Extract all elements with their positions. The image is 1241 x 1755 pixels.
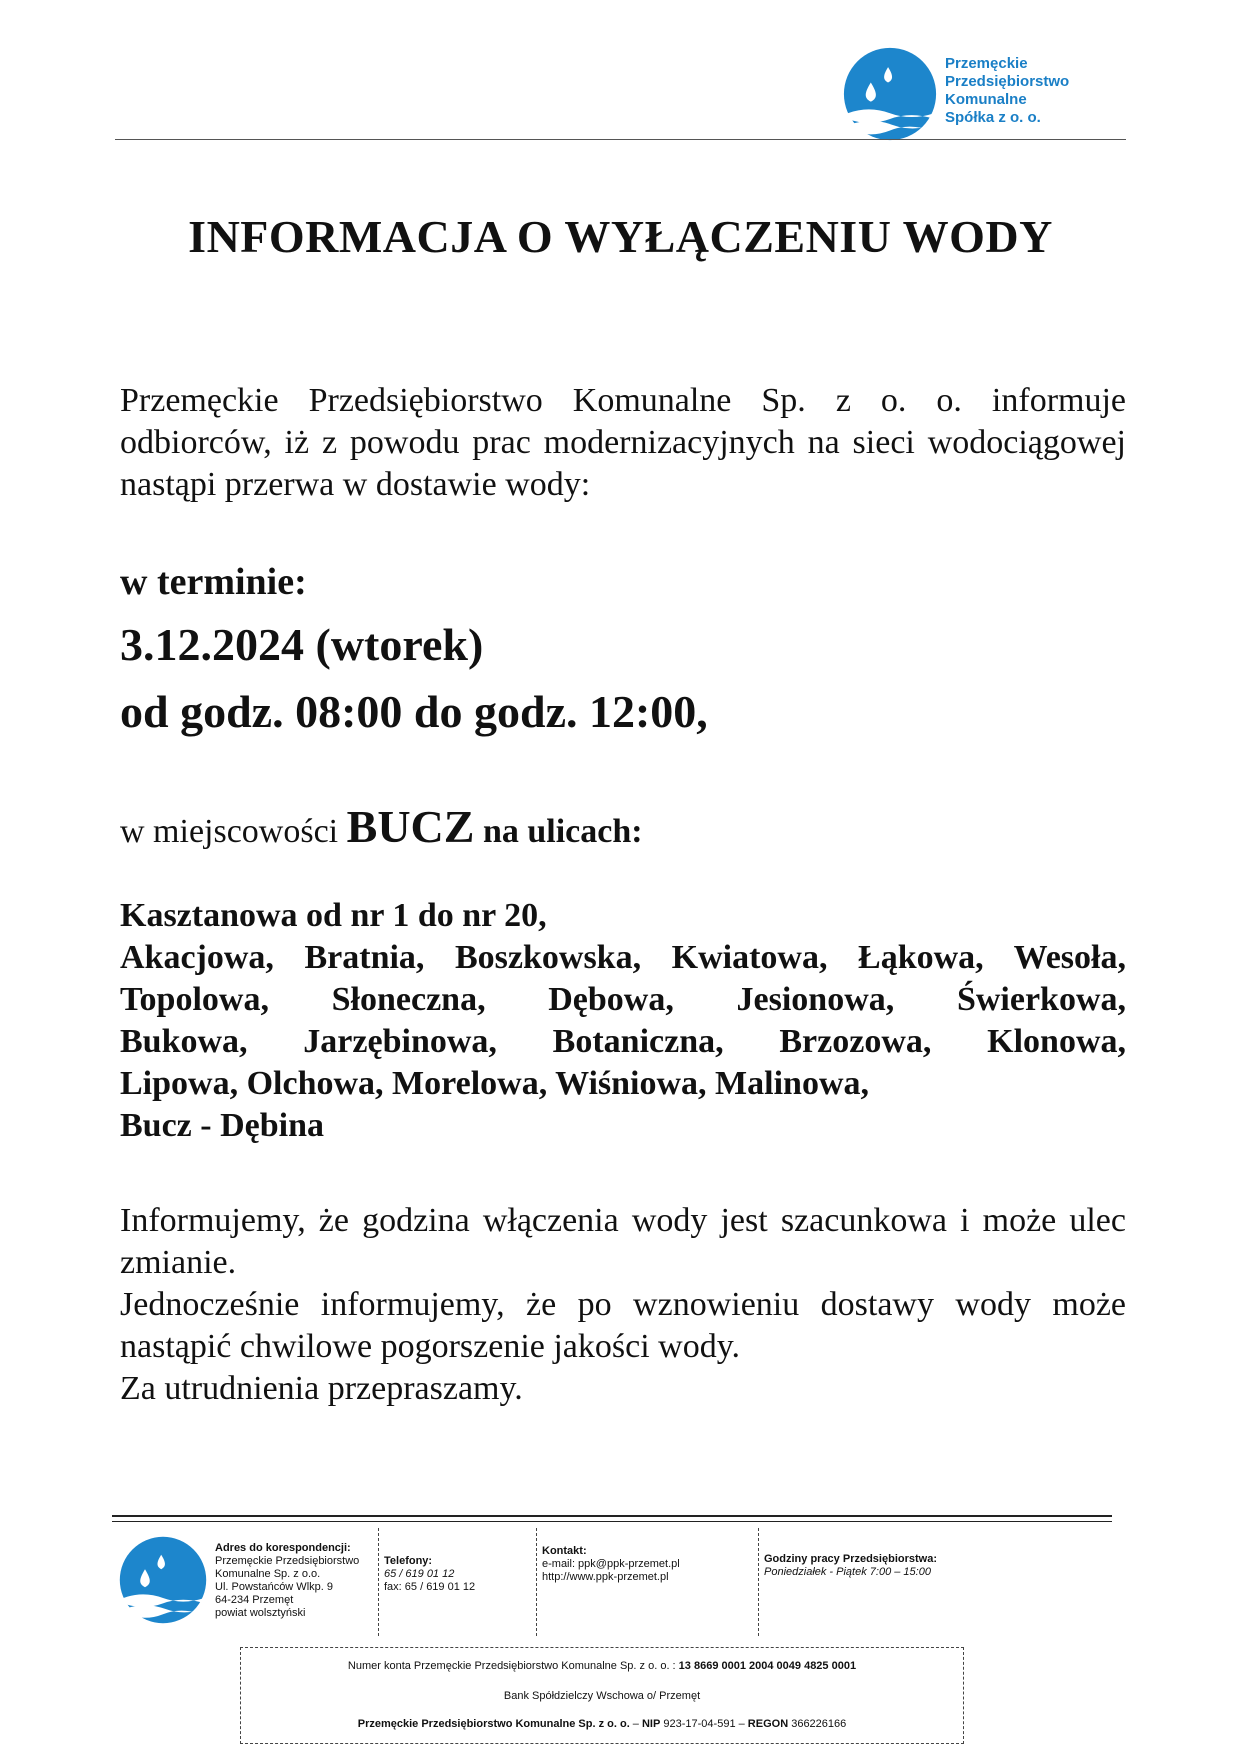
footer-contact — [542, 1545, 680, 1584]
regon-label: REGON — [747, 1718, 789, 1730]
company-line: Spółka z o. o. — [945, 109, 1041, 126]
company-registration-line: Przemęckie Przedsiębiorstwo Komunalne Sp. z o. o. – NIP 923-17-04-591 – REGON 366226166 — [357, 1718, 847, 1730]
contact-email[interactable]: e-mail: ppk@ppk-przemet.pl — [542, 1558, 680, 1570]
street-line: Lipowa, Olchowa, Morelowa, Wiśniowa, Malinowa, — [120, 1065, 869, 1102]
account-label: Numer konta Przemęckie Przedsiębiorstwo Komunalne Sp. z o. o. : — [347, 1660, 676, 1672]
schedule-time: od godz. 08:00 do godz. 12:00, — [120, 686, 708, 737]
phone-number: 65 / 619 01 12 — [384, 1568, 455, 1580]
location-suffix: na ulicach: — [482, 813, 643, 850]
nip-value: 923-17-04-591 — [663, 1718, 736, 1730]
hours-text: Poniedziałek - Piątek 7:00 – 15:00 — [764, 1566, 931, 1578]
street-list — [120, 895, 1126, 1147]
schedule-label: w terminie: — [120, 561, 307, 603]
location-line — [120, 800, 643, 853]
water-drop-wave-logo-icon — [842, 46, 938, 142]
location-town: BUCZ — [346, 801, 475, 852]
footer-hours — [764, 1553, 937, 1579]
company-line: Przemęckie — [945, 55, 1028, 72]
address-line: 64-234 Przemęt — [215, 1594, 294, 1606]
contact-heading: Kontakt: — [542, 1545, 587, 1557]
nip-label: NIP — [641, 1718, 661, 1730]
footer-phones — [384, 1555, 475, 1594]
closing-line: Informujemy, że godzina włączenia wody jest szacunkowa i może ulec zmianie. — [120, 1202, 1126, 1281]
address-line: Komunalne Sp. z o.o. — [215, 1568, 321, 1580]
schedule-date: 3.12.2024 (wtorek) — [120, 619, 484, 670]
bank-name: Bank Spółdzielczy Wschowa o/ Przemęt — [503, 1690, 701, 1702]
closing-notes — [120, 1200, 1126, 1410]
street-line: Kasztanowa od nr 1 do nr 20, — [120, 897, 547, 934]
header-divider — [115, 139, 1126, 140]
page-title: INFORMACJA O WYŁĄCZENIU WODY — [188, 211, 1053, 262]
footer-divider — [112, 1521, 1112, 1522]
bank-account-line — [241, 1660, 963, 1672]
account-number: 13 8669 0001 2004 0049 4825 0001 — [678, 1660, 857, 1672]
address-line: Przemęckie Przedsiębiorstwo — [215, 1555, 360, 1567]
location-prefix: w miejscowości — [120, 813, 339, 850]
company-line: Przedsiębiorstwo — [945, 73, 1070, 90]
hours-heading: Godziny pracy Przedsiębiorstwa: — [764, 1553, 937, 1565]
footer-column-separator — [378, 1528, 379, 1636]
closing-line: Jednocześnie informujemy, że po wznowieniu dostawy wody może nastąpić chwilowe pogorszenie jakości wody. — [120, 1286, 1126, 1365]
address-line: powiat wolsztyński — [215, 1607, 306, 1619]
street-line: Bukowa, Jarzębinowa, Botaniczna, Brzozowa, Klonowa, — [120, 1023, 1126, 1060]
footer-divider — [112, 1515, 1112, 1517]
address-heading: Adres do korespondencji: — [215, 1542, 351, 1554]
phones-heading: Telefony: — [384, 1555, 433, 1567]
bank-info-box — [240, 1647, 964, 1744]
footer-address — [215, 1542, 359, 1620]
street-line: Akacjowa, Bratnia, Boszkowska, Kwiatowa, Łąkowa, Wesoła, — [120, 939, 1126, 976]
fax-number: fax: 65 / 619 01 12 — [384, 1581, 476, 1593]
intro-paragraph: Przemęckie Przedsiębiorstwo Komunalne Sp. z o. o. informuje odbiorców, iż z powodu prac modernizacyjnych na sieci wodociągowej nastąpi przerwa w dostawie wody: — [120, 382, 1126, 503]
address-line: Ul. Powstańców Wlkp. 9 — [215, 1581, 333, 1593]
footer-column-separator — [536, 1528, 537, 1636]
registration-company: Przemęckie Przedsiębiorstwo Komunalne Sp. z o. o. — [357, 1718, 630, 1730]
regon-value: 366226166 — [791, 1718, 847, 1730]
water-drop-wave-logo-icon — [118, 1535, 208, 1625]
street-line: Bucz - Dębina — [120, 1107, 324, 1144]
closing-line: Za utrudnienia przepraszamy. — [120, 1370, 523, 1407]
contact-website[interactable]: http://www.ppk-przemet.pl — [542, 1571, 669, 1583]
company-name-header — [945, 55, 1069, 127]
company-line: Komunalne — [945, 91, 1027, 108]
footer-column-separator — [758, 1528, 759, 1636]
street-line: Topolowa, Słoneczna, Dębowa, Jesionowa, Świerkowa, — [120, 981, 1126, 1018]
